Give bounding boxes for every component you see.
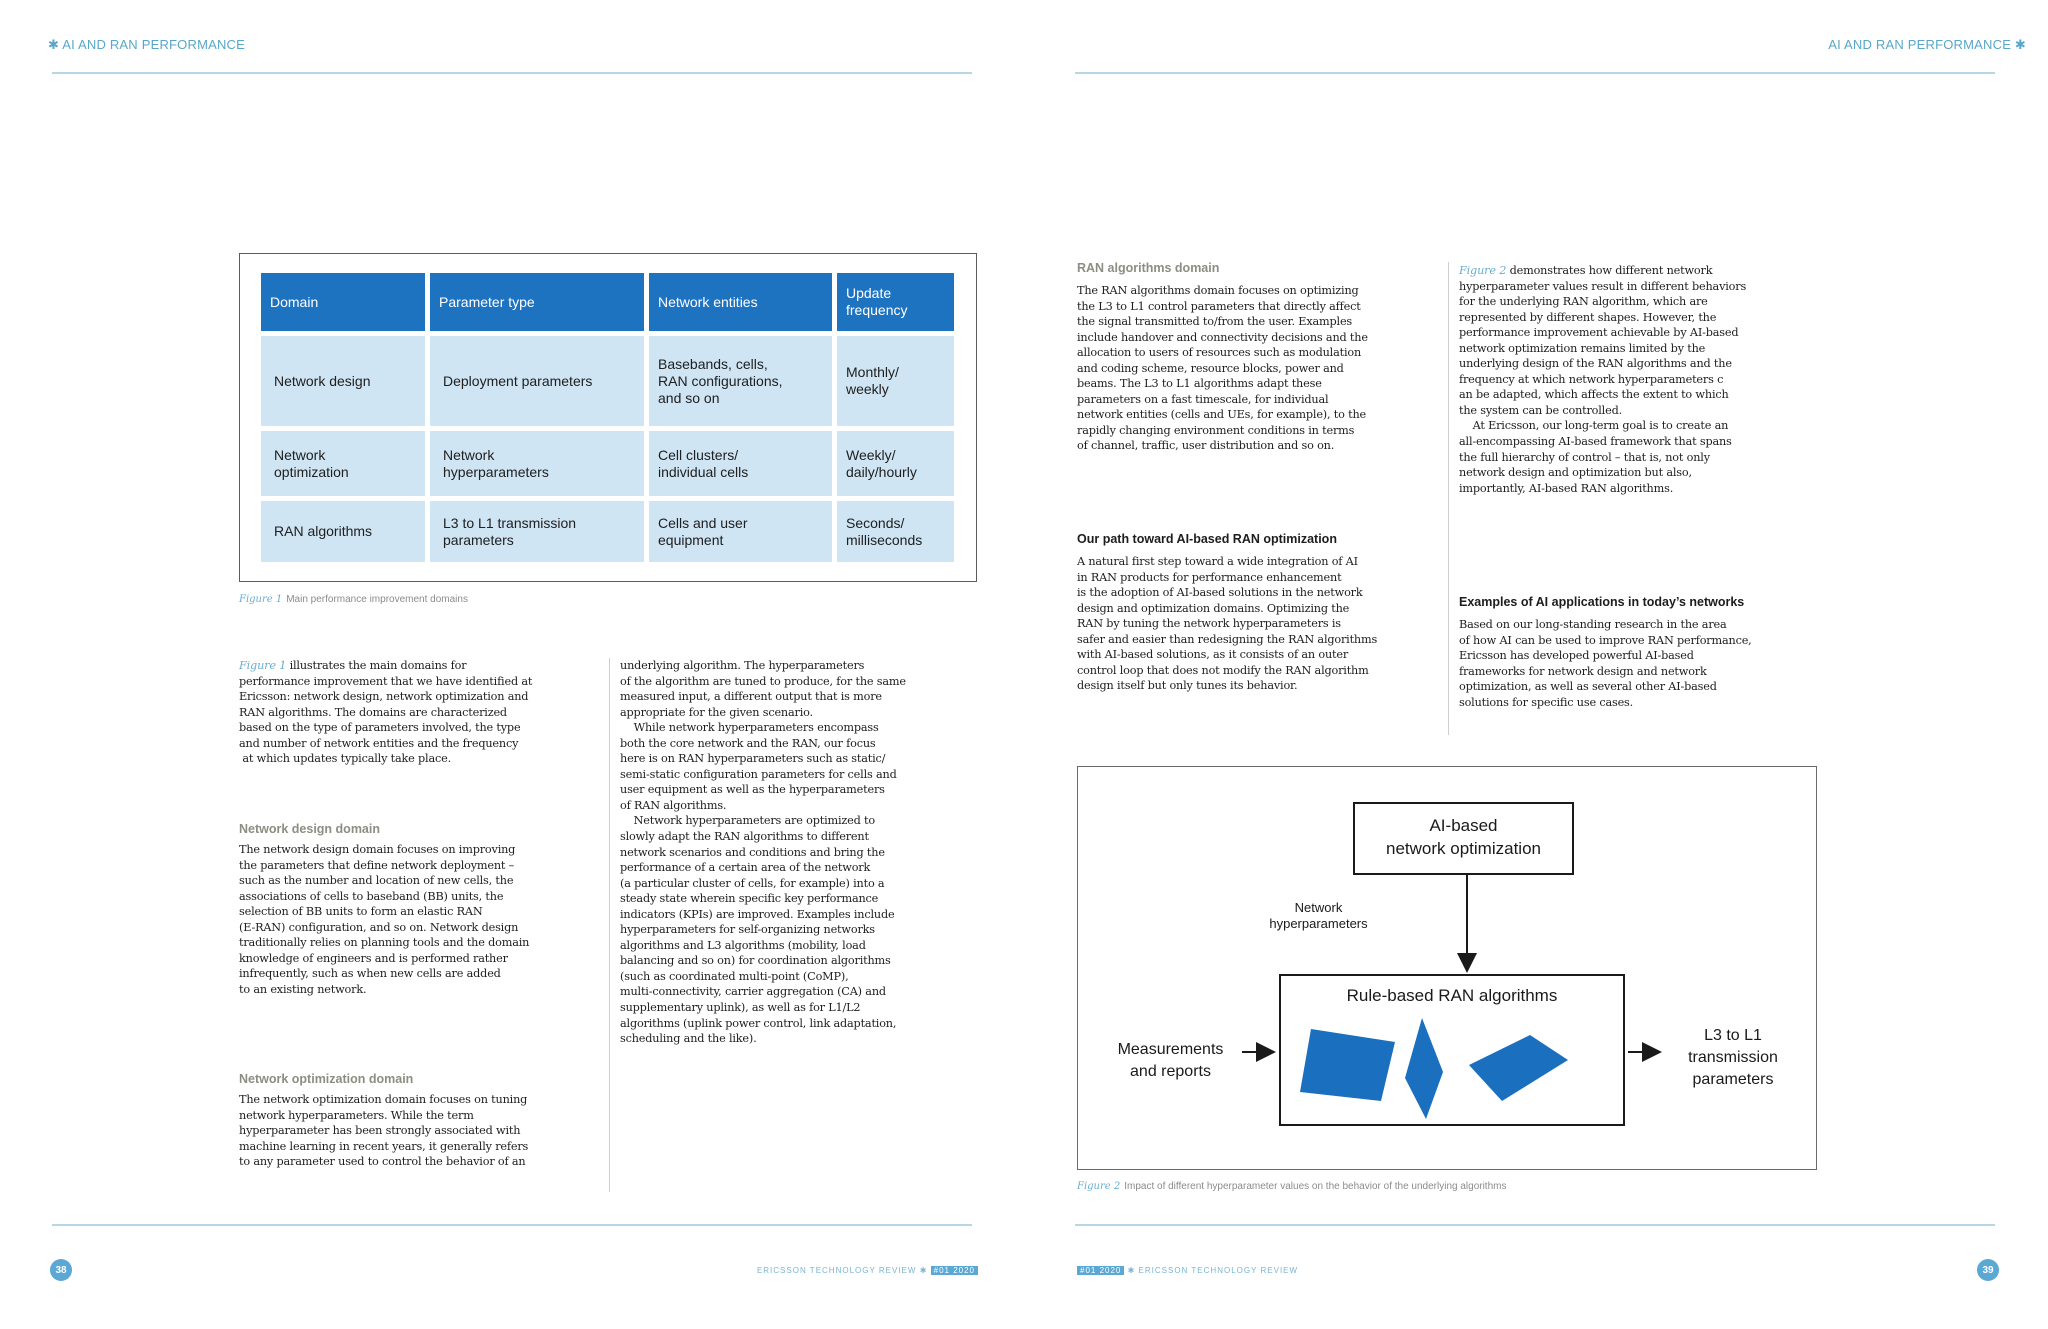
left-issue-chip: #01 2020 <box>931 1266 978 1275</box>
network-design-paragraph: The network design domain focuses on improving the parameters that define network deployment – such as the number and location of new cells, the associations of cells to baseband (BB) units, the selection of BB units to form an elastic RAN (E-RAN) configuration, and so on. Network design traditionally relies on planning tools and the domain knowledge of engineers and is performed rather infrequently, such as when new cells are added to an existing network. <box>239 843 530 996</box>
heading-examples-ai-applications: Examples of AI applications in today’s networks <box>1459 595 1745 609</box>
right-header-label: AI AND RAN PERFORMANCE <box>1828 37 2012 52</box>
left-footer-rule <box>52 1224 972 1226</box>
figure1-caption-label: Figure 1 <box>239 594 283 605</box>
table-header-update-frequency: Update frequency <box>837 273 954 331</box>
ran-algorithms-paragraph: The RAN algorithms domain focuses on optimizing the L3 to L1 control parameters that directly affect the signal transmitted to/from the user. Examples include handover and connectivity decisions and the allocation to users of resources such as modulation and coding scheme, resource blocks, power and beams. The L3 to L1 algorithms adapt these parameters on a fast timescale, for individual network entities (cells and UEs, for example), to the rapidly changing environment conditions in terms of channel, traffic, user distribution and so on. <box>1077 284 1368 453</box>
rule-box-label: Rule-based RAN algorithms <box>1346 986 1558 1005</box>
heading-path-toward-ai: Our path toward AI-based RAN optimization <box>1077 532 1337 546</box>
asterisk-icon: ✱ <box>919 1266 928 1275</box>
figure1-reference[interactable]: Figure 1 <box>239 659 287 672</box>
right-footer-brand <box>1077 1266 1298 1276</box>
figure1-caption <box>239 593 468 607</box>
left-footer-brand-text: ERICSSON TECHNOLOGY REVIEW <box>756 1266 917 1275</box>
right-column2-intro <box>1459 263 1829 578</box>
table-cell: RAN algorithms <box>261 501 425 562</box>
network-optimization-paragraph: The network optimization domain focuses on tuning network hyperparameters. While the term hyperparameter has been strongly associated with machine learning in recent years, it generally refers to any parameter used to control the behavior of an <box>239 1093 529 1169</box>
left-footer-brand <box>757 1266 978 1276</box>
square-shape <box>1300 1029 1395 1101</box>
figure2-caption <box>1077 1180 1506 1194</box>
figure2-caption-label: Figure 2 <box>1077 1181 1121 1192</box>
table-header-domain: Domain <box>261 273 425 331</box>
heading-network-optimization-domain: Network optimization domain <box>239 1072 414 1086</box>
table-cell: Network optimization <box>261 431 425 496</box>
asterisk-icon: ✱ <box>2014 37 2026 52</box>
table-cell: L3 to L1 transmission parameters <box>430 501 644 562</box>
table-cell: Basebands, cells, RAN configurations, and so on <box>649 336 832 426</box>
left-header-rule <box>52 72 972 74</box>
right-issue-chip: #01 2020 <box>1077 1266 1124 1275</box>
left-header-label: AI AND RAN PERFORMANCE <box>62 37 246 52</box>
left-column-divider <box>609 658 610 1192</box>
asterisk-icon: ✱ <box>1127 1266 1136 1275</box>
right-running-header <box>1828 38 2026 52</box>
output-label: L3 to L1 transmission parameters <box>1688 1027 1778 1088</box>
figure2-caption-text: Impact of different hyperparameter values on the behavior of the underlying algorithms <box>1124 1181 1507 1192</box>
table-cell: Cells and user equipment <box>649 501 832 562</box>
asterisk-icon: ✱ <box>48 37 60 52</box>
left-running-header <box>48 38 245 52</box>
table-cell: Deployment parameters <box>430 336 644 426</box>
right-column-divider <box>1448 262 1449 735</box>
figure2-diagram <box>1077 766 1817 1170</box>
heading-ran-algorithms-domain: RAN algorithms domain <box>1077 261 1220 275</box>
table-cell: Seconds/ milliseconds <box>837 501 954 562</box>
heading-network-design-domain: Network design domain <box>239 822 380 836</box>
table-cell: Monthly/ weekly <box>837 336 954 426</box>
figure1-caption-text: Main performance improvement domains <box>286 594 468 605</box>
right-footer-rule <box>1075 1224 1995 1226</box>
left-intro-paragraph <box>239 658 599 793</box>
table-header-parameter-type: Parameter type <box>430 273 644 331</box>
left-intro-text: illustrates the main domains for performance improvement that we have identified at Ericsson: network design, network optimization and RAN algorithms. The domains are characterized based on the type of parameters involved, the type and number of network entities and the frequency at which updates typically take place. <box>239 659 533 766</box>
table-cell: Network hyperparameters <box>430 431 644 496</box>
table-header-network-entities: Network entities <box>649 273 832 331</box>
table-cell: Network design <box>261 336 425 426</box>
input-label: Measurements and reports <box>1117 1041 1224 1080</box>
left-column2-paragraphs: underlying algorithm. The hyperparameters of the algorithm are tuned to produce, for the same measured input, a different output that is more appropriate for the given scenario. While network hyperparameters encompass both the core network and the RAN, our focus here is on RAN hyperparameters such as static/ semi-static configuration parameters for cells and user equipment as well as the hyperparameters of RAN algorithms. Network hyperparameters are optimized to slowly adapt the RAN algorithms to different network scenarios and conditions and bring the performance of a certain area of the network (a particular cluster of cells, for example) into a steady state wherein specific key performance indicators (KPIs) are improved. Examples include hyperparameters for self-organizing networks algorithms and L3 algorithms (mobility, load balancing and so on) for coordination algorithms (such as coordinated multi-point (CoMP), multi-connectivity, carrier aggregation (CA) and supplementary uplink), as well as for L1/L2 algorithms (uplink power control, link adaptation, scheduling and the like). <box>620 659 906 1046</box>
right-page-number: 39 <box>1977 1259 1999 1281</box>
examples-ai-paragraph: Based on our long-standing research in the area of how AI can be used to improve RAN performance, Ericsson has developed powerful AI-based frameworks for network design and network optimization, as well as several other AI-based solutions for specific use cases. <box>1459 618 1752 709</box>
performance-domains-table <box>239 253 977 582</box>
path-toward-ai-paragraph: A natural first step toward a wide integration of AI in RAN products for performance enhancement is the adoption of AI-based solutions in the network design and optimization domains. Optimizing the RAN by tuning the network hyperparameters is safer and easier than redesigning the RAN algorithms with AI-based solutions, as it consists of an outer control loop that does not modify the RAN algorithm design itself but only tunes its behavior. <box>1077 555 1378 693</box>
left-page-number: 38 <box>50 1259 72 1281</box>
table-cell: Cell clusters/ individual cells <box>649 431 832 496</box>
arrow-label: Network hyperparameters <box>1269 900 1368 931</box>
right-footer-brand-text: ERICSSON TECHNOLOGY REVIEW <box>1138 1266 1299 1275</box>
table-cell: Weekly/ daily/hourly <box>837 431 954 496</box>
figure2-reference[interactable]: Figure 2 <box>1459 264 1507 277</box>
right-column2-intro-text: demonstrates how different network hyperparameter values result in different behaviors for the underlying RAN algorithm, which are represented by different shapes. However, the performance improvement achievable by AI-based network optimization remains limited by the underlying design of the RAN algorithms and the frequency at which network hyperparameters c an be adapted, which affects the extent to which the system can be controlled. At Ericsson, our long-term goal is to create an all-encompassing AI-based framework that spans the full hierarchy of control – that is, not only network design and optimization but also, importantly, AI-based RAN algorithms. <box>1459 264 1747 495</box>
ai-box-label: AI-based network optimization <box>1386 816 1541 858</box>
right-header-rule <box>1075 72 1995 74</box>
